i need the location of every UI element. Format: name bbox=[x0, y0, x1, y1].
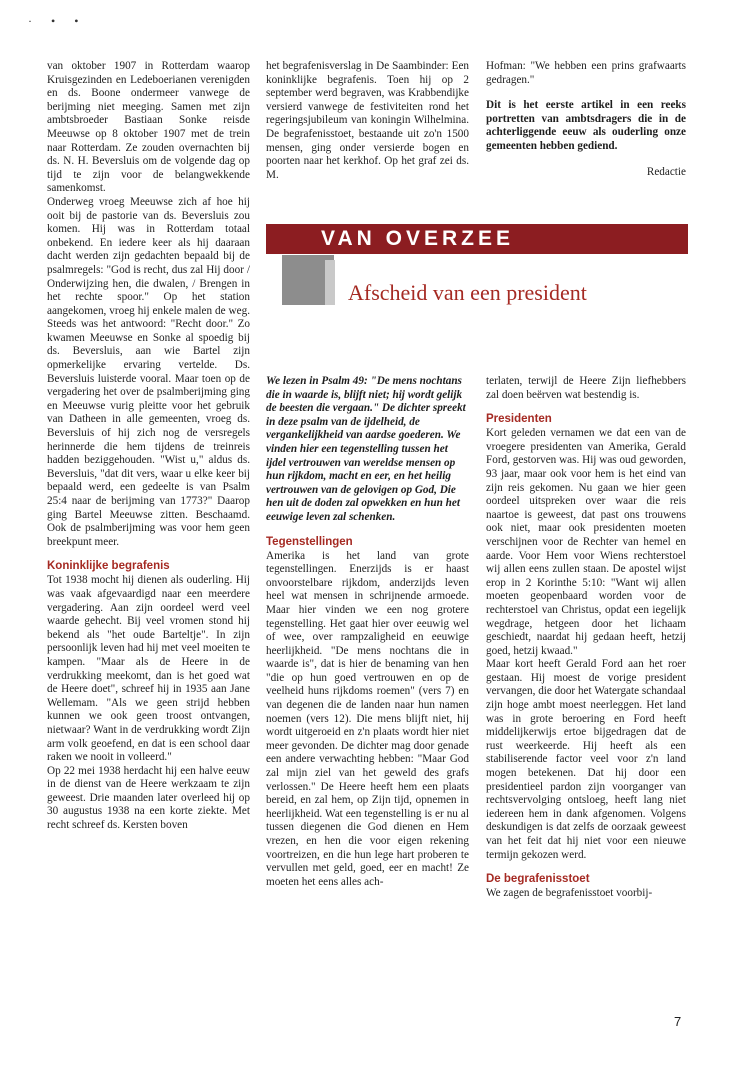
column-5 bbox=[486, 375, 686, 901]
paragraph: Amerika is het land van grote tegenstellingen. Enerzijds is er haast onvoorstelbare rijkdom, anderzijds leven heel wat mensen in schrijnende armoede. Maar hier vinden we een nog grotere tegenstelling. Het gaat hier over eeuwig wel of wee, over rampzaligheid en eeuwige heerlijkheid. "De mens nochtans die in waarde is", dat is hier de benaming van hen "die op hun goed vertrouwen en op de veelheid huns rijkdoms roemen" (vers 7) en van degenen die de landen naar hun namen noemen (vers 12). Die mens blijft niet, hij wordt uitgeroeid en z'n plaats wordt hier niet meer gevonden. De dichter mag door genade een andere verwachting hebben: "Maar God zal mijn ziel van het geweld des grafs verlossen." De Heere heeft hem een plaats bereid, en zal hem, op Zijn tijd, opnemen in heerlijkheid. Wat een tegenstelling is er nu al tussen diegenen die God dienen en Hem vrezen, en hen die voor eigen rekening voortreizen, en die hun lege hart proberen te vervullen met geld, goed, eer en macht! Ze moeten het eens alles ach- bbox=[266, 549, 469, 888]
section-heading: Koninklijke begrafenis bbox=[47, 560, 170, 573]
column-4 bbox=[266, 375, 469, 889]
article-headline: Afscheid van een president bbox=[348, 280, 587, 305]
intro-paragraph: We lezen in Psalm 49: "De mens nochtans die in waarde is, blijft niet; hij wordt gelijk de beesten die vergaan." De dichter spreekt in deze psalm van de ijdelheid, de vergankelijkheid van aardse goederen. We vinden hier een tegenstelling tussen het ijdel vertrouwen van wereldse mensen op hun rijkdom, macht en eer, en het heilig vertrouwen van de gelovigen op God, Die hen uit de doden zal opwekken en hun het eeuwige leven zal schenken. bbox=[266, 375, 466, 523]
paragraph: terlaten, terwijl de Heere Zijn liefhebbers zal doen beërven wat bestendig is. bbox=[486, 375, 686, 401]
paragraph: Hofman: "We hebben een prins grafwaarts gedragen." bbox=[486, 60, 686, 86]
section-banner bbox=[266, 224, 688, 254]
column-1 bbox=[47, 60, 250, 833]
paragraph: We zagen de begrafenisstoet voorbij- bbox=[486, 887, 653, 900]
column-3 bbox=[486, 60, 686, 179]
top-marks: · • • bbox=[28, 14, 87, 28]
column-2 bbox=[266, 60, 469, 182]
page-number: 7 bbox=[674, 1014, 682, 1029]
paragraph: Tot 1938 mocht hij dienen als ouderling. Hij was vaak afgevaardigd naar een meerdere vergadering. Aan zijn oordeel werd veel waarde gehecht. Bij veel vromen stond hij bekend als "het oude Barteltje". In zijn persoonlijk leven had hij met veel moeiten te kampen. "Maar als de Heere in de verdrukking meekomt, dan is het goed wat de Heere doet", schreef hij in 1935 aan Jane Wellemam. "Als we geen strijd hebben kunnen we ook geen troost ontvangen, nietwaar? Want in de verdrukking wordt Zijn arm volk geoefend, en dat is een school daar raken we nooit in volleerd." bbox=[47, 574, 250, 764]
paragraph: van oktober 1907 in Rotterdam waarop Kruisgezinden en Ledeboerianen verenigden en ds. Boone ondermeer vanwege de berijming niet meeging. Samen met zijn ambtsbroeder Bastiaan Sonke reisde Meeuwse op 8 oktober 1907 met de trein naar Rotterdam. Ze zouden overnachten bij ds. N. H. Beversluis om de volgende dag op tijd te zijn voor de belangwekkende samenkomst. bbox=[47, 60, 250, 195]
paragraph: Onderweg vroeg Meeuwse zich af hoe hij ooit bij de pastorie van ds. Beversluis zou komen. Hij was in Rotterdam totaal onbekend. En iedere keer als hij daaraan dacht werden zijn gedachten bepaald bij de psalmregels: "God is recht, dus zal Hij door / Onderwijzing hen, die dwalen, / Brengen in het rechte spoor." Op het station aangekomen, vroeg hij enkele malen de weg. Steeds was het antwoord: "Recht door." Zo kwamen Meeuwse en Sonke al spoedig bij ds. Beversluis, aan wie Bartel zijn opmerkelijke ervaring vertelde. Ds. Beversluis luisterde vooral. Maar toen op de vergadering het over de psalmberijming ging en Meeuwse vurig pleitte voor het gebruik van Datheen in alle gemeenten, vroeg ds. Beversluis of hij zich nog de versregels herinnerde die hem tijdens de treinreis hadden beziggehouden. "Wist u," aldus ds. Beversluis, "dat dit vers, waar u elke keer bij bepaald werd, een gedeelte is van Psalm 25:4 naar de berijming van 1773?" Daarop ging Bartel Meeuwse zitten. Beschaamd. Ook de psalmberijming was voor hem geen breekpunt meer. bbox=[47, 195, 250, 548]
banner-label: VAN OVERZEE bbox=[321, 227, 514, 250]
section-heading: De begrafenisstoet bbox=[486, 873, 590, 886]
series-note: Dit is het eerste artikel in een reeks portretten van ambtsdragers die in de achterliggende eeuw als ouderling onze gemeenten hebben gediend. bbox=[486, 99, 686, 152]
paragraph: Kort geleden vernamen we dat een van de vroegere presidenten van Amerika, Gerald Ford, gestorven was. Hij was oud geworden, 93 jaar, maar ook voor hem is het eind van zijn reis gekomen. Nu gaan we hier geen oordeel uitspreken over waar die reis naartoe is geweest, dat past ons trouwens ook niet, maar ook presidenten moeten verschijnen voor de Rechter van hemel en aarde. Voor Hem voor Wiens rechterstoel wij allen eens zullen staan. De apostel wijst erop in 2 Korinthe 5:10: "Want wij allen moeten geopenbaard worden voor de rechterstoel van Christus, opdat een iegelijk wegdrage, hetgeen door het lichaam geschiedt, naardat hij gedaan heeft, hetzij goed, hetzij kwaad." bbox=[486, 427, 686, 657]
section-heading: Tegenstellingen bbox=[266, 535, 353, 548]
paragraph: Maar kort heeft Gerald Ford aan het roer gestaan. Hij moest de vorige president vervangen, die door het Watergate schandaal zijn hoge ambt moest neerleggen. Het land was in grote beroering en Ford heeft middelijkerwijs ertoe bijgedragen dat de rust weerkeerde. Hij heeft als een stabiliserende factor veel voor z'n land mogen betekenen. Dat hij door een presidentieel pardon zijn voorganger van rechtsvervolging ontsloeg, heeft lang niet iedereen hem in dank afgenomen. Volgens deskundigen is dat zelfs de oorzaak geweest van het feit dat hij niet voor een nieuwe termijn gekozen werd. bbox=[486, 658, 686, 861]
paragraph: Op 22 mei 1938 herdacht hij een halve eeuw in de dienst van de Heere werkzaam te zijn geweest. Drie maanden later overleed hij op 30 augustus 1938 na een korte ziekte. Met recht schreef ds. Kersten boven bbox=[47, 764, 250, 832]
paragraph: het begrafenisverslag in De Saambinder: Een koninklijke begrafenis. Toen hij op 2 september werd begraven, was Krabbendijke versierd vanwege de festiviteiten rond het regeringsjubileum van koningin Wilhelmina. De begrafenisstoet, bestaande uit zo'n 1500 mensen, ging onder versierde bogen en poorten naar het kerkhof. Op het graf zei ds. M. bbox=[266, 60, 469, 181]
signature: Redactie bbox=[646, 165, 686, 178]
decorative-bar bbox=[325, 260, 335, 305]
section-heading: Presidenten bbox=[486, 413, 552, 426]
